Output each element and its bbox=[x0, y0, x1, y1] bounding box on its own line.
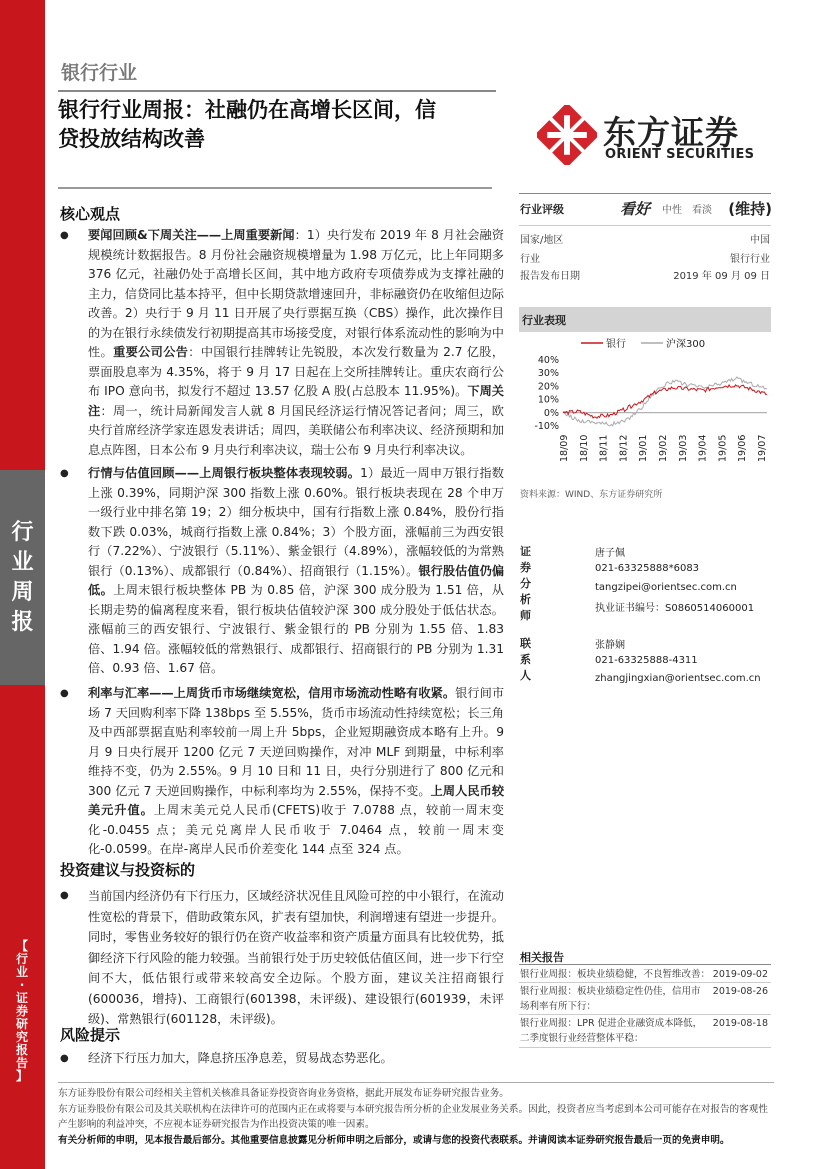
bullet-icon: ● bbox=[60, 230, 69, 241]
sidebar-red-bottom bbox=[0, 685, 45, 1169]
orient-securities-logo bbox=[537, 105, 777, 165]
contact-phone: 021-63325888-4311 bbox=[595, 655, 698, 666]
related-report-date: 2019-08-18 bbox=[712, 1018, 768, 1029]
footer-line: 东方证券股份有限公司及其关联机构在法律许可的范围内正在或将要与本研究报告所分析的企业发展业务关系。因此，投资者应当考虑到本公司可能存在对报告的客观性产生影响的利益冲突，不应视本证券研究报告为作出投资决策的唯一因素。 bbox=[58, 1103, 768, 1130]
related-report-date: 2019-09-02 bbox=[712, 969, 768, 980]
text-run: 银行间市场 7 天回购利率下降 138bps 至 5.55%，货币市场流动性持续宽松；长三角及中西部票据直贴利率较前一周上升 5bps，企业短期融资成本略有上升。9 月 9 日央行展开 1200 亿元 7 天逆回购操作，对冲 MLF 到期量，中标利率维持不变，仍为 2.55%。9 月 10 日和 11 日，央行分别进行了 800 亿元和 300 亿元 7 天逆回购操作，中标利率均为 2.55%，保持不变。 bbox=[88, 686, 505, 798]
sidebar-bottom-label bbox=[8, 940, 36, 1083]
footer-disclaimer bbox=[58, 1086, 774, 1148]
investment-paragraph: 当前国内经济仍有下行压力，区域经济状况佳且风险可控的中小银行，在流动性宽松的背景下，借助政策东风，扩表有望加快，利润增速有望进一步提升。同时，零售业务较好的银行仍在资产收益率和资产质量方面具有比较优势，抵御经济下行风险的能力较强。当前银行处于历史较低估值区间，进一步下行空间不大，低估银行或带来较高安全边际。个股方面，建议关注招商银行(600036，增持)、工商银行(601398，未评级)、建设银行(601939，未评级)、常熟银行(601128，未评级)。 bbox=[88, 889, 504, 1026]
left-sidebar bbox=[0, 0, 45, 1169]
sidebar-char: 业 bbox=[11, 549, 34, 575]
info-row-date bbox=[520, 267, 770, 282]
sidebar-label-char: 【 bbox=[15, 939, 28, 953]
y-tick-label: 30% bbox=[537, 368, 559, 380]
bold-run: 银行股估值仍偏低。 bbox=[88, 563, 505, 597]
related-rule bbox=[519, 964, 771, 965]
analyst-email[interactable]: tangzipei@orientsec.com.cn bbox=[595, 582, 737, 593]
x-tick-label: 19/01 bbox=[638, 434, 650, 462]
analyst-name: 唐子佩 bbox=[595, 548, 625, 559]
report-title bbox=[58, 96, 498, 154]
sidebar-label-char: 】 bbox=[15, 1069, 28, 1083]
performance-title-bar: 行业表现 bbox=[519, 307, 771, 332]
analyst-phone: 021-63325888*6083 bbox=[595, 563, 700, 574]
rating-bottom-rule bbox=[519, 225, 771, 226]
contact-email[interactable]: zhangjingxian@orientsec.com.cn bbox=[595, 673, 761, 684]
related-reports-heading: 相关报告 bbox=[520, 951, 564, 964]
risk-paragraph: 经济下行压力加大，降息挤压净息差，贸易战态势恶化。 bbox=[88, 1051, 393, 1065]
rating-top-rule bbox=[519, 193, 771, 194]
info-row-industry bbox=[520, 250, 770, 265]
risk-heading: 风险提示 bbox=[60, 1026, 121, 1044]
sidebar-char: 行 bbox=[11, 519, 34, 545]
bullet-icon: ● bbox=[60, 890, 69, 901]
sidebar-label-char: 行 bbox=[15, 952, 28, 966]
bold-run: 重要公司公告 bbox=[113, 345, 189, 359]
footer-bold-line: 有关分析师的申明，见本报告最后部分。其他重要信息披露见分析师申明之后部分，或请与您的投资代表联系。并请阅读本证券研究报告最后一页的免责申明。 bbox=[58, 1134, 730, 1146]
rates-fx-paragraph bbox=[88, 684, 504, 860]
series-line-bank bbox=[563, 385, 767, 418]
y-tick-label: 0% bbox=[543, 407, 559, 419]
sidebar-report-type bbox=[0, 470, 45, 685]
title-line-1: 银行行业周报：社融仍在高增长区间，信 bbox=[58, 98, 436, 122]
related-divider bbox=[519, 982, 771, 983]
x-tick-label: 18/09 bbox=[559, 434, 570, 462]
bullet-icon: ● bbox=[60, 1053, 69, 1064]
text-run: 上周末银行板块整体 PB 为 0.85 倍，沪深 300 成分股为 1.51 倍，从长期走势的偏离程度来看，银行板块估值较沪深 300 成分股处于低估状态。涨幅前三的西安银行、宁波银行、紫金银行的 PB 分别为 1.55 倍、1.83 倍、1.94 倍。涨幅较低的常熟银行、成都银行、招商银行的 PB 分别为 1.31 倍、0.93 倍、1.67 倍。 bbox=[88, 583, 504, 675]
bullet-icon: ● bbox=[60, 688, 69, 699]
bullet-icon: ● bbox=[60, 468, 69, 479]
analyst-role: 证券分析师 bbox=[520, 545, 531, 622]
contact-role: 联系人 bbox=[520, 637, 531, 682]
logo-mark-icon bbox=[537, 105, 597, 165]
news-review-paragraph bbox=[88, 226, 504, 460]
section-divider bbox=[58, 187, 492, 189]
sidebar-label-char: · bbox=[19, 978, 25, 992]
investment-heading: 投资建议与投资标的 bbox=[60, 861, 196, 879]
legend-label: 沪深300 bbox=[666, 339, 706, 350]
legend-label: 银行 bbox=[606, 339, 626, 350]
text-run: 上周末美元兑人民币(CFETS)收于 7.0788 点，较前一周末变化-0.0455 点；美元兑离岸人民币收于 7.0464 点，较前一周末变化-0.0599。在岸-离岸人民币价差变化 144 点至 324 点。 bbox=[88, 803, 504, 856]
rating-label: 行业评级 bbox=[520, 202, 564, 216]
sidebar-label-char: 证 bbox=[15, 991, 28, 1005]
performance-chart bbox=[519, 334, 774, 474]
market-review-paragraph bbox=[88, 464, 504, 679]
y-tick-label: 20% bbox=[537, 381, 559, 393]
x-tick-label: 19/04 bbox=[697, 434, 709, 462]
series-line-hs300 bbox=[563, 377, 767, 426]
sidebar-label-char: 究 bbox=[15, 1030, 28, 1044]
info-value: 中国 bbox=[750, 235, 770, 246]
related-report-item[interactable] bbox=[520, 967, 768, 982]
related-report-item[interactable] bbox=[520, 984, 768, 1014]
related-report-title: 银行业周报：板块业绩稳健，不良暂维改善： bbox=[520, 969, 711, 980]
related-report-title: 银行业周报：LPR 促进企业融资成本降低，二季度银行业经营整体平稳： bbox=[520, 1018, 703, 1044]
text-run: ：1）央行发布 2019 年 8 月社会融资规模统计数据报告。8 月份社会融资规模增量为 1.98 万亿元，比上年同期多 376 亿元，社融仍处于高增长区间，其中地方政府专项债券成为支撑社融的主力，信贷同比基本持平，但中长期贷款增速回升，非标融资仍在收缩但边际改善。2）央行于 9 月 11 日开展了央行票据互换（CBS）操作，此次操作目的为在银行永续债发行初期提高其市场接受度，对银行体系流动性的影响为中性。 bbox=[88, 228, 504, 359]
core-views-heading: 核心观点 bbox=[60, 205, 121, 223]
rating-option-negative: 看淡 bbox=[692, 205, 713, 216]
industry-category: 银行行业 bbox=[61, 62, 138, 84]
title-line-2: 贷投放结构改善 bbox=[58, 127, 205, 151]
bold-run: 行情与估值回顾——上周银行板块整体表现较弱。 bbox=[88, 466, 361, 480]
sidebar-label-char: 研 bbox=[15, 1017, 28, 1031]
footer-line: 东方证券股份有限公司经相关主管机关核准具备证券投资咨询业务资格，据此开展发布证券研究报告业务。 bbox=[58, 1088, 509, 1099]
y-tick-label: 40% bbox=[537, 355, 559, 366]
info-value: 银行行业 bbox=[730, 254, 770, 265]
logo-en-text: ORIENT SECURITIES bbox=[605, 147, 755, 162]
bold-run: 上周人民币较美元升值。 bbox=[88, 783, 505, 817]
x-tick-label: 19/06 bbox=[737, 434, 749, 462]
y-tick-label: -10% bbox=[534, 421, 559, 432]
footer-rule bbox=[58, 1082, 774, 1083]
bold-run: 利率与汇率——上周货币市场继续宽松，信用市场流动性略有收紧。 bbox=[88, 686, 456, 700]
related-report-date: 2019-08-26 bbox=[712, 986, 768, 997]
x-tick-label: 18/10 bbox=[578, 434, 590, 462]
info-key: 报告发布日期 bbox=[520, 271, 580, 282]
info-key: 国家/地区 bbox=[520, 235, 564, 246]
sidebar-label-char: 业 bbox=[15, 965, 28, 979]
sidebar-char: 周 bbox=[11, 579, 34, 605]
info-value: 2019 年 09 月 09 日 bbox=[673, 271, 770, 282]
rating-option-neutral: 中性 bbox=[662, 205, 683, 216]
chart-source: 资料来源：WIND、东方证券研究所 bbox=[520, 490, 663, 500]
x-tick-label: 18/12 bbox=[618, 434, 630, 462]
sidebar-label-char: 券 bbox=[15, 1004, 28, 1018]
related-report-title: 银行业周报：板块业绩稳定性仍佳，信用市场利率有所下行： bbox=[520, 986, 701, 1012]
info-key: 行业 bbox=[520, 254, 540, 265]
header-divider bbox=[58, 90, 496, 92]
rating-selected: 看好 bbox=[620, 200, 651, 218]
logo-cn-text: 东方证券 bbox=[603, 113, 739, 152]
bold-run: 下周关注 bbox=[88, 384, 504, 418]
rating-maintain: (维持) bbox=[728, 200, 772, 218]
industry-rating bbox=[520, 198, 772, 219]
related-divider bbox=[519, 1047, 771, 1048]
x-tick-label: 19/03 bbox=[677, 434, 689, 462]
related-divider bbox=[519, 1014, 771, 1015]
y-tick-label: 10% bbox=[537, 394, 559, 406]
text-run: ：周一，统计局新闻发言人就 8 月国民经济运行情况答记者问；周三，欧央行首席经济学家连恩发表讲话；周四，美联储公布利率决议、经济预期和加息点阵图，日本公布 9 月央行利率决议，瑞士公布 9 月央行利率决议。 bbox=[88, 403, 504, 457]
sidebar-red-top bbox=[0, 0, 45, 470]
related-report-item[interactable] bbox=[520, 1016, 768, 1046]
x-tick-label: 18/11 bbox=[598, 434, 610, 462]
analyst-license: 执业证书编号：S0860514060001 bbox=[595, 603, 755, 614]
bold-run: 要闻回顾&下周关注——上周重要新闻 bbox=[88, 228, 295, 242]
sidebar-label-char: 报 bbox=[15, 1043, 28, 1057]
info-row-region bbox=[520, 231, 770, 246]
sidebar-char: 报 bbox=[11, 609, 34, 635]
text-run: 1）最近一周申万银行指数上涨 0.39%，同期沪深 300 指数上涨 0.60%。银行板块表现在 28 个申万一级行业中排名第 19；2）细分板块中，国有行指数上涨 0.84%，股份行指数下跌 0.03%，城商行指数上涨 0.84%；3）个股方面，涨幅前三为西安银行（7.22%）、宁波银行（5.11%）、紫金银行（4.89%），涨幅较低的为常熟银行（0.13%）、成都银行（0.84%）、招商银行（1.15%）。 bbox=[88, 466, 504, 578]
x-tick-label: 19/05 bbox=[717, 434, 729, 462]
x-tick-label: 19/07 bbox=[757, 434, 768, 462]
text-run: ：中国银行挂牌转让先锐股，本次发行数量为 2.7 亿股，票面股息率为 4.35%，将于 9 月 17 日起在上交所挂牌转让。重庆农商行公布 IPO 意向书，拟发行不超过 13.57 亿股 A 股(占总股本 11.95%)。 bbox=[88, 345, 505, 398]
x-tick-label: 19/02 bbox=[658, 434, 669, 462]
sidebar-label-char: 告 bbox=[15, 1056, 28, 1070]
contact-name: 张静娴 bbox=[595, 640, 625, 651]
